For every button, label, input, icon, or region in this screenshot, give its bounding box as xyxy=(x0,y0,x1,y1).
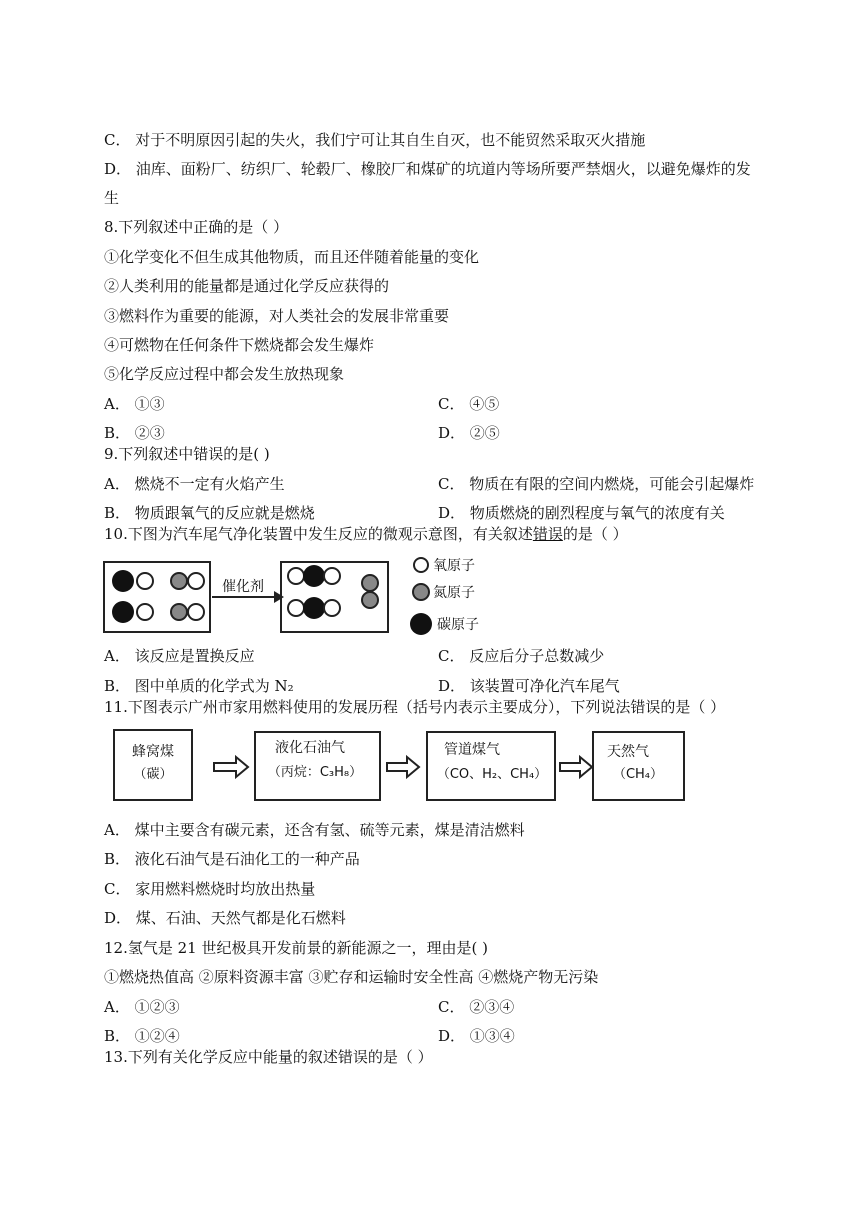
fuel-1-name: 蜂窝煤 xyxy=(132,744,174,760)
flow-arrow-2 xyxy=(387,757,419,777)
q9-option-d: D． 物质燃烧的剧烈程度与氧气的浓度有关 xyxy=(438,504,725,522)
q10-stem-pre: 10.下图为汽车尾气净化装置中发生反应的微观示意图，有关叙述 xyxy=(104,525,533,543)
legend-nitrogen-label: 氮原子 xyxy=(433,585,475,601)
q11-option-c: C． 家用燃料燃烧时均放出热量 xyxy=(104,880,316,898)
legend-carbon-label: 碳原子 xyxy=(437,617,479,633)
oxygen-atom xyxy=(188,573,204,589)
q10-stem-post: 的是（ ） xyxy=(562,525,628,543)
q9-stem: 9.下列叙述中错误的是( ) xyxy=(104,445,270,463)
oxygen-atom xyxy=(288,568,304,584)
q11-option-d: D． 煤、石油、天然气都是化石燃料 xyxy=(104,909,346,927)
q8-option-d: D． ②⑤ xyxy=(438,424,500,442)
q8-item-2: ②人类利用的能量都是通过化学反应获得的 xyxy=(104,277,390,295)
q10-option-b: B． 图中单质的化学式为 N₂ xyxy=(104,677,294,695)
q7-option-d: D． 油库、面粉厂、纺织厂、轮毂厂、橡胶厂和煤矿的坑道内等场所要严禁烟火，以避免爆炸的发 xyxy=(104,160,751,178)
q10-option-d: D． 该装置可净化汽车尾气 xyxy=(438,677,620,695)
q12-option-a: A． ①②③ xyxy=(104,998,180,1016)
flow-arrow-1 xyxy=(214,757,248,777)
oxygen-atom xyxy=(324,600,340,616)
nitrogen-atom xyxy=(171,604,187,620)
q12-option-c: C． ②③④ xyxy=(438,998,515,1016)
q12-reasons: ①燃烧热值高 ②原料资源丰富 ③贮存和运输时安全性高 ④燃烧产物无污染 xyxy=(104,968,599,986)
fuel-box-4 xyxy=(593,732,684,800)
reaction-arrow-head xyxy=(274,591,284,603)
oxygen-atom xyxy=(137,604,153,620)
q12-option-b: B． ①②④ xyxy=(104,1027,180,1045)
oxygen-atom xyxy=(288,600,304,616)
q8-option-b: B． ②③ xyxy=(104,424,165,442)
carbon-atom xyxy=(303,565,325,587)
nitrogen-atom xyxy=(171,573,187,589)
q11-option-a: A． 煤中主要含有碳元素，还含有氢、硫等元素，煤是清洁燃料 xyxy=(104,821,525,839)
carbon-atom xyxy=(303,597,325,619)
q10-option-c: C． 反应后分子总数减少 xyxy=(438,647,605,665)
oxygen-atom xyxy=(137,573,153,589)
fuel-box-1 xyxy=(114,730,192,800)
q10-stem-emphasis: 错误 xyxy=(532,525,563,543)
q7-option-d-cont: 生 xyxy=(104,189,120,207)
fuel-3-name: 管道煤气 xyxy=(444,742,500,758)
flow-arrow-3 xyxy=(560,757,592,777)
q8-option-a: A． ①③ xyxy=(104,395,165,413)
q9-option-a: A． 燃烧不一定有火焰产生 xyxy=(104,475,285,493)
q12-stem: 12.氢气是 21 世纪极具开发前景的新能源之一，理由是( ) xyxy=(104,939,488,957)
legend-oxygen-swatch xyxy=(414,558,428,572)
nitrogen-atom xyxy=(362,592,378,608)
oxygen-atom xyxy=(324,568,340,584)
carbon-atom xyxy=(112,570,134,592)
oxygen-atom xyxy=(188,604,204,620)
q10-reaction-diagram xyxy=(100,550,520,640)
carbon-atom xyxy=(112,601,134,623)
fuel-4-name: 天然气 xyxy=(607,744,649,760)
q8-item-4: ④可燃物在任何条件下燃烧都会发生爆炸 xyxy=(104,336,375,354)
q8-item-5: ⑤化学反应过程中都会发生放热现象 xyxy=(104,365,345,383)
q9-option-c: C． 物质在有限的空间内燃烧，可能会引起爆炸 xyxy=(438,475,755,493)
q9-option-b: B． 物质跟氧气的反应就是燃烧 xyxy=(104,504,315,522)
q8-stem: 8.下列叙述中正确的是（ ） xyxy=(104,218,289,236)
fuel-4-composition: （CH₄） xyxy=(612,767,664,782)
q7-option-c: C． 对于不明原因引起的失火，我们宁可让其自生自灭，也不能贸然采取灭火措施 xyxy=(104,131,646,149)
legend-nitrogen-swatch xyxy=(413,584,429,600)
fuel-2-name: 液化石油气 xyxy=(275,740,345,756)
q12-option-d: D． ①③④ xyxy=(438,1027,515,1045)
q8-option-c: C． ④⑤ xyxy=(438,395,500,413)
catalyst-label: 催化剂 xyxy=(222,579,264,595)
legend-oxygen-label: 氧原子 xyxy=(433,558,475,574)
q11-fuel-history-diagram xyxy=(100,726,700,806)
q8-item-1: ①化学变化不但生成其他物质，而且还伴随着能量的变化 xyxy=(104,248,480,266)
q11-stem: 11.下图表示广州市家用燃料使用的发展历程（括号内表示主要成分），下列说法错误的是（ ） xyxy=(104,698,726,716)
q11-option-b: B． 液化石油气是石油化工的一种产品 xyxy=(104,850,360,868)
fuel-3-composition: （CO、H₂、CH₄） xyxy=(436,767,548,782)
legend-carbon-swatch xyxy=(410,613,432,635)
fuel-2-composition: （丙烷：C₃H₈） xyxy=(267,765,363,780)
q10-option-a: A． 该反应是置换反应 xyxy=(104,647,255,665)
q13-stem: 13.下列有关化学反应中能量的叙述错误的是（ ） xyxy=(104,1048,433,1066)
q10-stem xyxy=(104,524,628,544)
q8-item-3: ③燃料作为重要的能源，对人类社会的发展非常重要 xyxy=(104,307,450,325)
fuel-1-composition: （碳） xyxy=(133,767,173,782)
nitrogen-atom xyxy=(362,575,378,591)
